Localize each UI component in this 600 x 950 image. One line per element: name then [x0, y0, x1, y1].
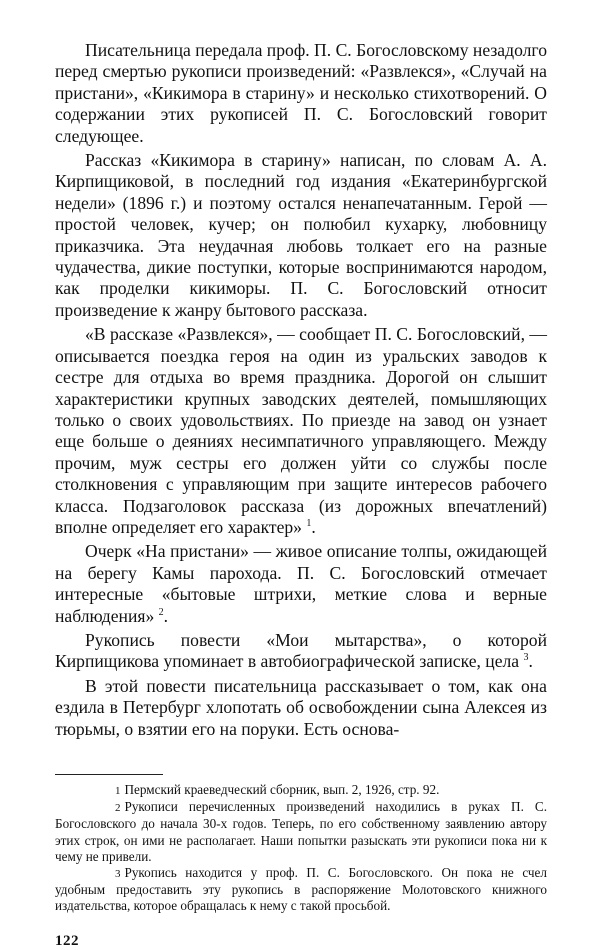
footnote-text: Рукопись находится у проф. П. С. Богословского. Он пока не счел удобным предоставить эту рукопись в распоряжение Молотовского книжного издательства, которое обращалась к нему с такой просьбой.: [55, 865, 547, 914]
footnote-number: 1: [115, 785, 121, 797]
footnotes: [55, 782, 547, 915]
footnote-number: 2: [115, 802, 121, 815]
paragraph-6: [55, 676, 547, 740]
paragraph-5-text: Рукопись повести «Мои мытарства», о которой Кирпищикова упоминает в автобиографической записке, цела: [55, 629, 547, 672]
footnote-divider: [55, 774, 163, 775]
footnote-3: [55, 865, 547, 915]
paragraph-4: Очерк «На пристани» — живое описание толпы, ожидающей на берегу Камы парохода. П. С. Богословский отмечает интересные «бытовые штрихи, меткие слова и верные наблюдения» $^2$.: [55, 541, 547, 626]
paragraph-5: Рукопись повести «Мои мытарства», о которой Кирпищикова упоминает в автобиографической записке, цела $^3$.: [55, 629, 547, 672]
paragraph-2: [55, 150, 547, 321]
footnote-2: [55, 799, 547, 865]
paragraph-4-text: Очерк «На пристани» — живое описание толпы, ожидающей на берегу Камы парохода. П. С. Богословский отмечает интересные «бытовые штрихи, меткие слова и верные наблюдения»: [55, 541, 547, 626]
paragraph-3-text: «В рассказе «Развлекся», — сообщает П. С. Богословский, — описывается поездка героя на один из уральских заводов к сестре для отдыха во время праздника. Дорогой он слышит характеристики крупных заводских деятелей, помышляющих только о своих удовольствиях. По приезде на завод он узнает еще больше о деяниях несимпатичного управляющего. Между прочим, муж сестры его должен уйти со службы после столкновения с управляющим при защите интересов рабочего класса. Подзаголовок рассказа (из дорожных впечатлений) вполне определяет его характер»: [55, 324, 547, 537]
paragraph-1-text: Писательница передала проф. П. С. Богословскому незадолго перед смертью рукописи произведений: «Развлекся», «Случай на пристани», «Кикимора в старину» и несколько стихотворений. О содержании этих рукописей П. С. Богословский говорит следующее.: [55, 40, 547, 146]
footnote-text: Рукописи перечисленных произведений находились в руках П. С. Богословского до начала 30-х годов. Теперь, по его собственному заявлению автору этих строк, он ими не располагает. Наши попытки разыскать эти рукописи пока ни к чему не привели.: [55, 799, 547, 864]
paragraph-3: «В рассказе «Развлекся», — сообщает П. С. Богословский, — описывается поездка героя на один из уральских заводов к сестре для отдыха во время праздника. Дорогой он слышит характеристики крупных заводских деятелей, помышляющих только о своих удовольствиях. По приезде на завод он узнает еще больше о деяниях несимпатичного управляющего. Между прочим, муж сестры его должен уйти со службы после столкновения с управляющим при защите интересов рабочего класса. Подзаголовок рассказа (из дорожных впечатлений) вполне определяет его характер» $^1$.: [55, 324, 547, 537]
footnote-ref-2: 2: [158, 606, 164, 618]
book-page: [55, 40, 547, 950]
paragraph-1: [55, 40, 547, 147]
paragraph-2-text: Рассказ «Кикимора в старину» написан, по словам А. А. Кирпищиковой, в последний год издания «Екатеринбургской недели» (1896 г.) и поэтому остался ненапечатанным. Герой — простой человек, кучер; он полюбил кухарку, любовницу приказчика. Эта неудачная любовь толкает его на разные чудачества, дикие поступки, которые воспринимаются народом, как проделки кикиморы. П. С. Богословский относит произведение к жанру бытового рассказа.: [55, 150, 547, 320]
footnote-text: Пермский краеведческий сборник, вып. 2, 1926, стр. 92.: [124, 782, 440, 797]
footnote-ref-3: 3: [523, 652, 529, 664]
page-number: 122: [55, 932, 79, 949]
footnote-1: [55, 782, 547, 799]
footnote-number: 3: [115, 868, 121, 881]
paragraph-6-text: В этой повести писательница рассказывает о том, как она ездила в Петербург хлопотать об освобождении сына Алексея из тюрьмы, о взятии его на поруки. Есть основа-: [55, 675, 547, 739]
footnote-ref-1: 1: [306, 518, 312, 530]
main-text: [55, 40, 547, 740]
